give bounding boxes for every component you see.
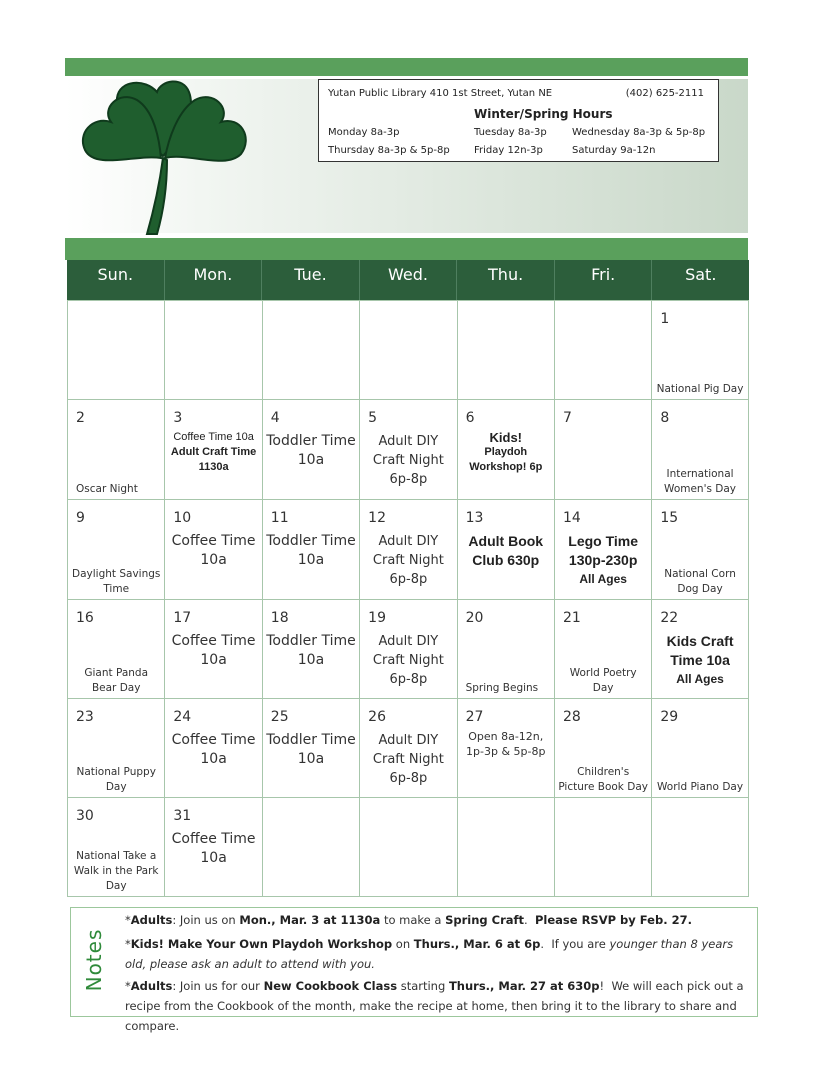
note-adults-craft: *Adults: Join us on Mon., Mar. 3 at 1130a to make a Spring Craft. Please RSVP by Feb. 27. [125, 913, 692, 927]
day-number: 10 [173, 510, 192, 526]
event-line: Coffee Time [171, 533, 256, 549]
middle-green-bar [65, 238, 748, 260]
calendar-day-cell [554, 500, 651, 599]
holiday-label: International Women's Day [664, 468, 737, 495]
calendar-day-cell [164, 500, 261, 599]
calendar-day-cell [67, 798, 164, 896]
event-line: Craft Night [372, 453, 444, 468]
day-event [168, 430, 258, 475]
day-number: 11 [270, 510, 289, 526]
event-line: Adult Craft Time 1130a [170, 446, 257, 473]
day-number: 22 [660, 610, 679, 626]
calendar-day-cell [164, 600, 261, 698]
day-number: 26 [368, 709, 386, 725]
event-line: Workshop! 6p [469, 461, 543, 473]
day-number: 7 [562, 410, 572, 426]
holiday-label: World Poetry Day [569, 667, 637, 694]
day-number: 12 [368, 510, 386, 526]
day-event [461, 532, 551, 570]
event-line: 10a [297, 751, 325, 767]
calendar-day-cell [359, 301, 456, 399]
event-line: Craft Night [372, 553, 444, 568]
note-cookbook-class: *Adults: Join us for our New Cookbook Class starting Thurs., Mar. 27 at 630p! We will each pick out a recipe from the Cookbook of the month, make the recipe at home, then bring it to the library to share and compare. [125, 979, 744, 1033]
calendar-grid [67, 300, 749, 897]
day-number: 27 [465, 709, 484, 725]
day-event [266, 432, 356, 470]
weekday-header [67, 260, 749, 300]
event-line: Lego Time [568, 533, 639, 549]
calendar-day-cell [67, 400, 164, 499]
calendar-day-cell [651, 301, 748, 399]
event-line: 1p-3p & 5p-8p [466, 745, 546, 758]
event-line: Toddler Time [266, 732, 356, 748]
event-line: Kids! [489, 430, 522, 445]
library-phone: (402) 625-2111 [625, 88, 704, 99]
event-line: Adult DIY [378, 434, 439, 449]
day-number: 14 [562, 510, 581, 526]
event-line: Coffee Time [171, 831, 256, 847]
event-line: 10a [200, 652, 227, 668]
day-number: 19 [368, 610, 386, 626]
calendar-day-cell [457, 798, 554, 896]
calendar-day-cell [651, 500, 748, 599]
day-number: 6 [465, 410, 475, 426]
day-event [168, 731, 258, 769]
hours-wednesday: Wednesday 8a-3p & 5p-8p [572, 127, 706, 138]
calendar-week [67, 600, 749, 699]
calendar-day-cell [359, 699, 456, 797]
day-number: 25 [270, 709, 289, 725]
event-line: Craft Night [372, 653, 444, 668]
event-line: 10a [297, 552, 325, 568]
holiday-label: Daylight Savings Time [72, 568, 161, 595]
day-number: 8 [660, 410, 670, 426]
event-line: 10a [200, 552, 227, 568]
holiday-label: Giant Panda Bear Day [84, 667, 149, 694]
day-number: 18 [270, 610, 289, 626]
holiday-label: National Pig Day [656, 383, 744, 395]
event-line: Adult DIY [378, 634, 439, 649]
event-line: Toddler Time [266, 633, 356, 649]
hours-thursday: Thursday 8a-3p & 5p-8p [328, 145, 450, 156]
weekday-sat: Sat. [685, 265, 717, 284]
weekday-mon: Mon. [165, 260, 263, 300]
event-line: All Ages [676, 672, 724, 686]
day-number: 20 [465, 610, 484, 626]
calendar-day-cell [457, 600, 554, 698]
calendar-day-cell [262, 798, 359, 896]
event-line: 6p-8p [389, 472, 428, 487]
top-green-bar [65, 58, 748, 76]
hours-tuesday: Tuesday 8a-3p [474, 127, 547, 138]
day-number: 3 [173, 410, 183, 426]
day-number: 1 [660, 311, 670, 327]
hours-monday: Monday 8a-3p [328, 127, 400, 138]
event-line: 10a [200, 751, 227, 767]
event-line: 6p-8p [389, 771, 428, 786]
day-number: 24 [173, 709, 192, 725]
holiday-label: Children's Picture Book Day [558, 766, 648, 793]
day-number: 4 [270, 410, 280, 426]
day-event [168, 532, 258, 570]
holiday-label: Oscar Night [76, 483, 138, 495]
day-event [168, 632, 258, 670]
calendar-day-cell [457, 400, 554, 499]
event-line: Adult Book [468, 533, 544, 549]
calendar-day-cell [164, 301, 261, 399]
calendar-day-cell [359, 798, 456, 896]
day-number: 28 [562, 709, 581, 725]
day-event [363, 731, 453, 788]
calendar-day-cell [651, 798, 748, 896]
day-number: 23 [76, 709, 94, 725]
calendar-day-cell [554, 699, 651, 797]
weekday-thu: Thu. [457, 260, 555, 300]
calendar-day-cell [651, 600, 748, 698]
event-line: Adult DIY [378, 534, 439, 549]
weekday-wed: Wed. [360, 260, 458, 300]
calendar-day-cell [164, 400, 261, 499]
weekday-fri: Fri. [555, 260, 653, 300]
day-event [266, 731, 356, 769]
event-line: 130p-230p [568, 552, 638, 568]
day-number: 21 [562, 610, 581, 626]
calendar-day-cell [67, 600, 164, 698]
holiday-label: Spring Begins [465, 682, 539, 694]
event-line: Coffee Time [171, 633, 256, 649]
holiday-label: National Puppy Day [76, 766, 156, 793]
day-event [168, 830, 258, 868]
weekday-sun: Sun. [67, 260, 165, 300]
calendar-day-cell [554, 400, 651, 499]
event-line: Club 630p [472, 552, 540, 568]
weekday-tue: Tue. [262, 260, 360, 300]
calendar-day-cell [359, 600, 456, 698]
calendar-day-cell [67, 500, 164, 599]
calendar-day-cell [554, 301, 651, 399]
calendar-week [67, 699, 749, 798]
event-line: Coffee Time [171, 732, 256, 748]
calendar-day-cell [554, 798, 651, 896]
day-event [655, 632, 744, 689]
event-line: Coffee Time 10a [173, 431, 254, 443]
day-event [461, 430, 551, 475]
day-number: 29 [660, 709, 679, 725]
event-line: 6p-8p [389, 572, 428, 587]
note-kids-playdoh: *Kids! Make Your Own Playdoh Workshop on Thurs., Mar. 6 at 6p. If you are younger than 8 years old, please ask an adult to attend with you. [125, 937, 734, 971]
calendar-day-cell [457, 699, 554, 797]
calendar-day-cell [262, 400, 359, 499]
day-number: 31 [173, 808, 192, 824]
event-line: Craft Night [372, 752, 444, 767]
calendar-day-cell [262, 699, 359, 797]
day-number: 9 [76, 510, 85, 526]
event-line: All Ages [579, 572, 627, 586]
calendar-day-cell [164, 798, 261, 896]
calendar-week [67, 798, 749, 897]
holiday-label: National Take a Walk in the Park Day [73, 850, 159, 892]
holiday-label: National Corn Dog Day [664, 568, 736, 595]
day-event [461, 729, 551, 759]
holiday-label: World Piano Day [657, 781, 744, 793]
calendar-day-cell [554, 600, 651, 698]
day-number: 15 [660, 510, 679, 526]
notes-label: Notes [82, 928, 106, 992]
library-address: Yutan Public Library 410 1st Street, Yutan NE [328, 88, 553, 99]
calendar-day-cell [651, 699, 748, 797]
shamrock-icon [75, 78, 255, 236]
library-info-box [318, 79, 719, 162]
calendar-day-cell [67, 301, 164, 399]
calendar-day-cell [457, 301, 554, 399]
calendar-day-cell [164, 699, 261, 797]
calendar-week [67, 400, 749, 500]
calendar-day-cell [67, 699, 164, 797]
calendar-day-cell [651, 400, 748, 499]
day-event [363, 632, 453, 689]
notes-box [70, 907, 758, 1033]
calendar-day-cell [359, 500, 456, 599]
event-line: Kids Craft [666, 633, 734, 649]
event-line: 10a [200, 850, 227, 866]
day-event [266, 532, 356, 570]
calendar-day-cell [359, 400, 456, 499]
event-line: Open 8a-12n, [468, 730, 544, 743]
day-event [558, 532, 648, 589]
day-event [363, 532, 453, 589]
event-line: Playdoh [484, 446, 528, 458]
event-line: Toddler Time [266, 433, 356, 449]
calendar-day-cell [457, 500, 554, 599]
calendar-week [67, 500, 749, 600]
day-number: 30 [76, 808, 94, 824]
event-line: 6p-8p [389, 672, 428, 687]
day-number: 13 [465, 510, 484, 526]
day-event [363, 432, 453, 489]
hours-title: Winter/Spring Hours [474, 107, 613, 121]
event-line: 10a [297, 452, 325, 468]
hours-friday: Friday 12n-3p [474, 145, 543, 156]
calendar-week [67, 300, 749, 400]
day-number: 2 [76, 410, 85, 426]
day-number: 5 [368, 410, 378, 426]
event-line: Time 10a [670, 652, 730, 668]
calendar-day-cell [262, 301, 359, 399]
event-line: Adult DIY [378, 733, 439, 748]
calendar-day-cell [262, 600, 359, 698]
day-number: 16 [76, 610, 94, 626]
event-line: 10a [297, 652, 325, 668]
hours-saturday: Saturday 9a-12n [572, 145, 656, 156]
event-line: Toddler Time [266, 533, 356, 549]
day-number: 17 [173, 610, 192, 626]
day-event [266, 632, 356, 670]
calendar-day-cell [262, 500, 359, 599]
